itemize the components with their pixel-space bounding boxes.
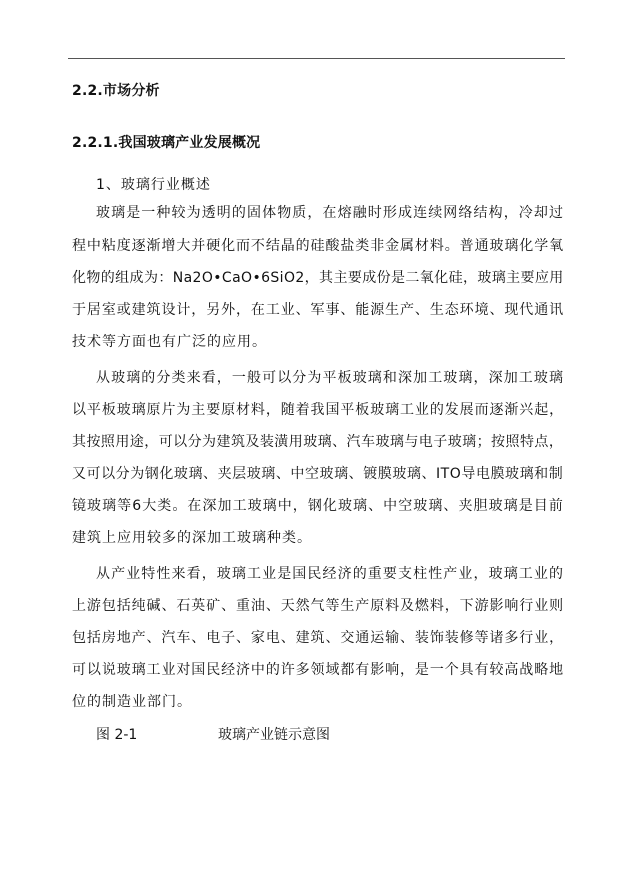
paragraph-line: 程中粘度逐渐增大并硬化而不结晶的硅酸盐类非金属材料。普通玻璃化学氧 (72, 238, 565, 254)
paragraph-line: 从产业特性来看，玻璃工业是国民经济的重要支柱性产业，玻璃工业的 (96, 566, 565, 582)
paragraph-line: 以平板玻璃原片为主要原材料，随着我国平板玻璃工业的发展而逐渐兴起， (72, 402, 565, 418)
paragraph-line: 从玻璃的分类来看，一般可以分为平板玻璃和深加工玻璃，深加工玻璃 (96, 370, 565, 386)
item-title: 1、玻璃行业概述 (96, 177, 211, 193)
subsection-heading: 2.2.1.我国玻璃产业发展概况 (72, 135, 261, 151)
paragraph-line: 可以说玻璃工业对国民经济中的许多领域都有影响，是一个具有较高战略地 (72, 662, 565, 678)
paragraph-line: 于居室或建筑设计，另外，在工业、军事、能源生产、生态环境、现代通讯 (72, 302, 565, 318)
paragraph-line: 其按照用途，可以分为建筑及装潢用玻璃、汽车玻璃与电子玻璃；按照特点， (72, 434, 564, 450)
figure-title: 玻璃产业链示意图 (218, 727, 330, 743)
paragraph-line: 玻璃是一种较为透明的固体物质，在熔融时形成连续网络结构，冷却过 (96, 205, 565, 221)
paragraph-line: 化物的组成为：Na2O•CaO•6SiO2，其主要成份是二氧化硅，玻璃主要应用 (72, 270, 564, 286)
figure-number: 图 2-1 (96, 727, 138, 743)
paragraph-line: 技术等方面也有广泛的应用。 (72, 334, 267, 350)
paragraph-line: 包括房地产、汽车、电子、家电、建筑、交通运输、装饰装修等诸多行业， (72, 630, 565, 646)
paragraph-line: 又可以分为钢化玻璃、夹层玻璃、中空玻璃、镀膜玻璃、ITO导电膜玻璃和制 (72, 466, 564, 482)
paragraph-line: 建筑上应用较多的深加工玻璃种类。 (72, 530, 312, 546)
header-rule (68, 58, 565, 59)
paragraph-line: 位的制造业部门。 (72, 694, 192, 710)
section-heading: 2.2.市场分析 (72, 83, 160, 99)
paragraph-line: 镜玻璃等6大类。在深加工玻璃中，钢化玻璃、中空玻璃、夹胆玻璃是目前 (72, 498, 564, 514)
paragraph-line: 上游包括纯碱、石英矿、重油、天然气等生产原料及燃料，下游影响行业则 (72, 598, 565, 614)
